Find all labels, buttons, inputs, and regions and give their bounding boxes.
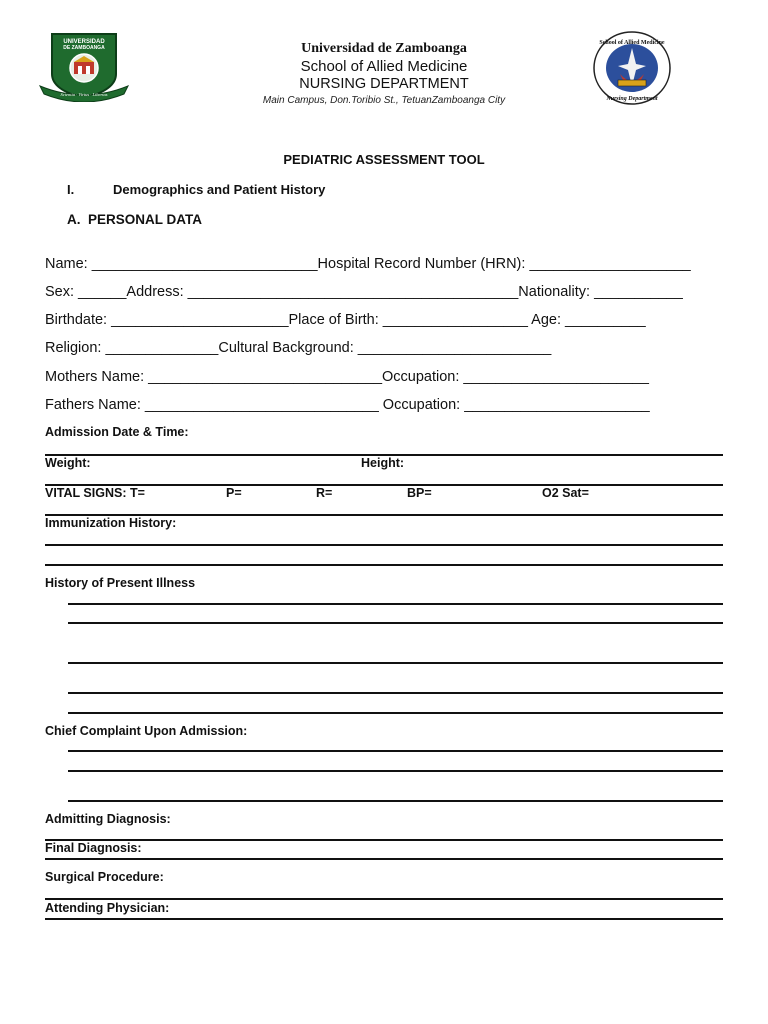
svg-text:DE ZAMBOANGA: DE ZAMBOANGA <box>63 45 105 51</box>
weight-label: Weight: <box>45 456 91 470</box>
personal-line-4: Religion: ______________Cultural Background: ________________________ <box>45 340 552 356</box>
vital-signs-o2-label: O2 Sat= <box>542 486 589 500</box>
admission-date-label: Admission Date & Time: <box>45 425 189 439</box>
final-diagnosis-label: Final Diagnosis: <box>45 841 142 855</box>
chief-complaint-field-1[interactable] <box>68 750 723 752</box>
final-diagnosis-field[interactable] <box>45 858 723 860</box>
immunization-label: Immunization History: <box>45 516 177 530</box>
admitting-diagnosis-label: Admitting Diagnosis: <box>45 812 171 826</box>
svg-text:Nursing Department: Nursing Department <box>606 96 658 102</box>
hpi-field-2[interactable] <box>68 622 723 624</box>
fathers-name-line[interactable] <box>45 397 650 413</box>
weight-height-field[interactable] <box>45 484 723 486</box>
surgical-procedure-field[interactable] <box>45 898 723 900</box>
hpi-field-1[interactable] <box>68 603 723 605</box>
section-title: Demographics and Patient History <box>113 182 326 197</box>
surgical-procedure-label: Surgical Procedure: <box>45 870 164 884</box>
hpi-field-3[interactable] <box>68 662 723 664</box>
department-name: NURSING DEPARTMENT <box>299 76 469 92</box>
hpi-field-5[interactable] <box>68 712 723 714</box>
name-hrn-line[interactable] <box>45 256 691 272</box>
chief-complaint-label: Chief Complaint Upon Admission: <box>45 724 248 738</box>
mothers-name-line[interactable] <box>45 369 649 385</box>
attending-physician-field[interactable] <box>45 918 723 920</box>
attending-physician-label: Attending Physician: <box>45 901 170 915</box>
admitting-diagnosis-field[interactable] <box>45 839 723 841</box>
vital-signs-temp-label: VITAL SIGNS: T= <box>45 486 145 500</box>
subsection-title: A. PERSONAL DATA <box>67 212 203 227</box>
personal-line-3: Birthdate: ______________________Place of Birth: __________________ Age: __________ <box>45 312 646 328</box>
school-name: School of Allied Medicine <box>300 58 468 75</box>
campus-address: Main Campus, Don.Toribio St., TetuanZamboanga City <box>262 95 506 106</box>
svg-text:UNIVERSIDAD: UNIVERSIDAD <box>63 39 105 45</box>
vital-signs-bp-label: BP= <box>407 486 432 500</box>
immunization-field-2[interactable] <box>45 564 723 566</box>
svg-text:School of Allied Medicine: School of Allied Medicine <box>599 40 665 46</box>
svg-text:Scientia · Virtus · Libertas: Scientia · Virtus · Libertas <box>60 92 108 97</box>
hpi-field-4[interactable] <box>68 692 723 694</box>
vital-signs-pulse-label: P= <box>226 486 242 500</box>
religion-culture-line[interactable] <box>45 340 551 356</box>
sex-address-nationality-line[interactable] <box>45 284 683 300</box>
chief-complaint-field-3[interactable] <box>68 800 723 802</box>
personal-line-6: Fathers Name: _____________________________ Occupation: _______________________ <box>45 397 650 413</box>
immunization-field-1[interactable] <box>45 544 723 546</box>
hpi-label: History of Present Illness <box>45 576 196 590</box>
birthdate-birthplace-age-line[interactable] <box>45 312 646 328</box>
university-name: Universidad de Zamboanga <box>301 41 467 56</box>
height-label: Height: <box>361 456 405 470</box>
vital-signs-resp-label: R= <box>316 486 333 500</box>
personal-line-5: Mothers Name: _____________________________Occupation: _______________________ <box>45 369 649 385</box>
form-title: PEDIATRIC ASSESSMENT TOOL <box>283 152 485 167</box>
section-number: I. <box>67 182 75 197</box>
personal-line-2: Sex: ______Address: _________________________________________Nationality: ___________ <box>45 284 683 300</box>
personal-line-1: Name: ____________________________Hospital Record Number (HRN): ____________________ <box>45 256 691 272</box>
chief-complaint-field-2[interactable] <box>68 770 723 772</box>
